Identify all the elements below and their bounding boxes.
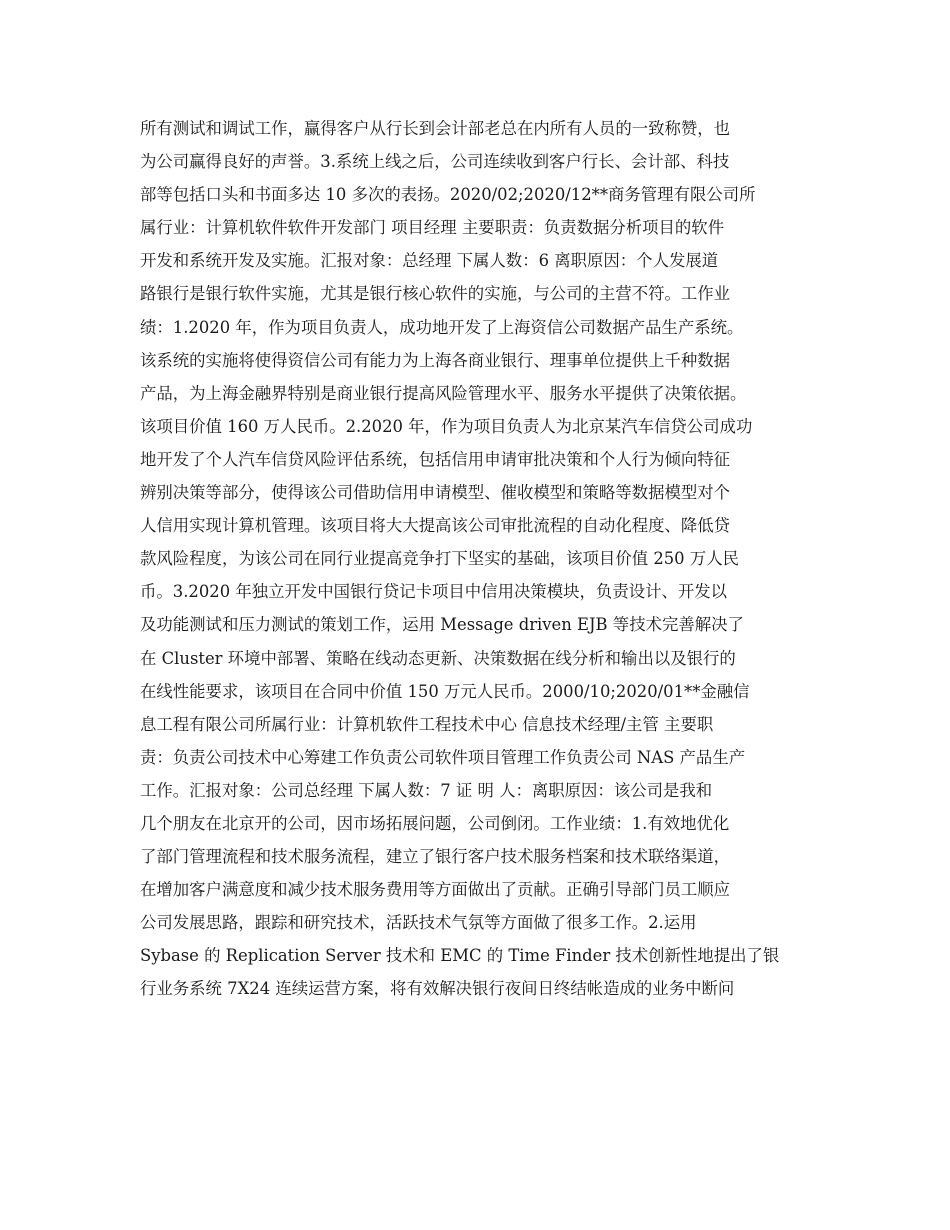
text-line: 部等包括口头和书面多达 10 多次的表扬。2020/02;2020/12**商务管理有限公司所 (140, 185, 756, 205)
text-line: 公司发展思路，跟踪和研究技术，活跃技术气氛等方面做了很多工作。2.运用 (140, 913, 697, 933)
text-line: 在 Cluster 环境中部署、策略在线动态更新、决策数据在线分析和输出以及银行的 (140, 648, 736, 668)
text-line: 了部门管理流程和技术服务流程，建立了银行客户技术服务档案和技术联络渠道， (140, 847, 731, 867)
text-line: 几个朋友在北京开的公司，因市场拓展问题，公司倒闭。工作业绩：1.有效地优化 (140, 813, 730, 833)
text-line: 该项目价值 160 万人民币。2.2020 年，作为项目负责人为北京某汽车信贷公司成功 (140, 416, 753, 436)
body-paragraph (140, 112, 830, 1006)
text-line: 及功能测试和压力测试的策划工作，运用 Message driven EJB 等技术完善解决了 (140, 615, 744, 635)
text-line: 行业务系统 7X24 连续运营方案，将有效解决银行夜间日终结帐造成的业务中断问 (140, 979, 735, 999)
text-line: 辨别决策等部分，使得该公司借助信用申请模型、催收模型和策略等数据模型对个 (140, 483, 731, 503)
text-line: 路银行是银行软件实施，尤其是银行核心软件的实施，与公司的主营不符。工作业 (140, 284, 731, 304)
text-line: 在增加客户满意度和减少技术服务费用等方面做出了贡献。正确引导部门员工顺应 (140, 880, 731, 900)
text-line: 息工程有限公司所属行业：计算机软件工程技术中心 信息技术经理/主管 主要职 (140, 714, 714, 734)
text-line: 属行业：计算机软件软件开发部门 项目经理 主要职责：负责数据分析项目的软件 (140, 218, 725, 238)
text-line: 地开发了个人汽车信贷风险评估系统，包括信用申请审批决策和个人行为倾向特征 (140, 449, 731, 469)
text-line: 该系统的实施将使得资信公司有能力为上海各商业银行、理事单位提供上千种数据 (140, 350, 731, 370)
text-line: 开发和系统开发及实施。汇报对象：总经理 下属人数：6 离职原因：个人发展道 (140, 251, 719, 271)
text-line: 币。3.2020 年独立开发中国银行贷记卡项目中信用决策模块，负责设计、开发以 (140, 582, 728, 602)
text-line: 工作。汇报对象：公司总经理 下属人数：7 证 明 人：离职原因：该公司是我和 (140, 780, 713, 800)
text-line: 为公司赢得良好的声誉。3.系统上线之后，公司连续收到客户行长、会计部、科技 (140, 152, 730, 172)
text-line: 所有测试和调试工作，赢得客户从行长到会计部老总在内所有人员的一致称赞，也 (140, 119, 731, 138)
text-line: 人信用实现计算机管理。该项目将大大提高该公司审批流程的自动化程度、降低贷 (140, 516, 731, 536)
text-line: 责：负责公司技术中心筹建工作负责公司软件项目管理工作负责公司 NAS 产品生产 (140, 747, 746, 767)
text-line: 产品，为上海金融界特别是商业银行提高风险管理水平、服务水平提供了决策依据。 (140, 383, 747, 403)
text-line: 绩：1.2020 年，作为项目负责人，成功地开发了上海资信公司数据产品生产系统。 (140, 317, 744, 337)
text-line: 在线性能要求，该项目在合同中价值 150 万元人民币。2000/10;2020/01**金融信 (140, 681, 750, 701)
text-line: 款风险程度，为该公司在同行业提高竞争打下坚实的基础，该项目价值 250 万人民 (140, 549, 739, 569)
text-line: Sybase 的 Replication Server 技术和 EMC 的 Time Finder 技术创新性地提出了银 (140, 946, 780, 966)
